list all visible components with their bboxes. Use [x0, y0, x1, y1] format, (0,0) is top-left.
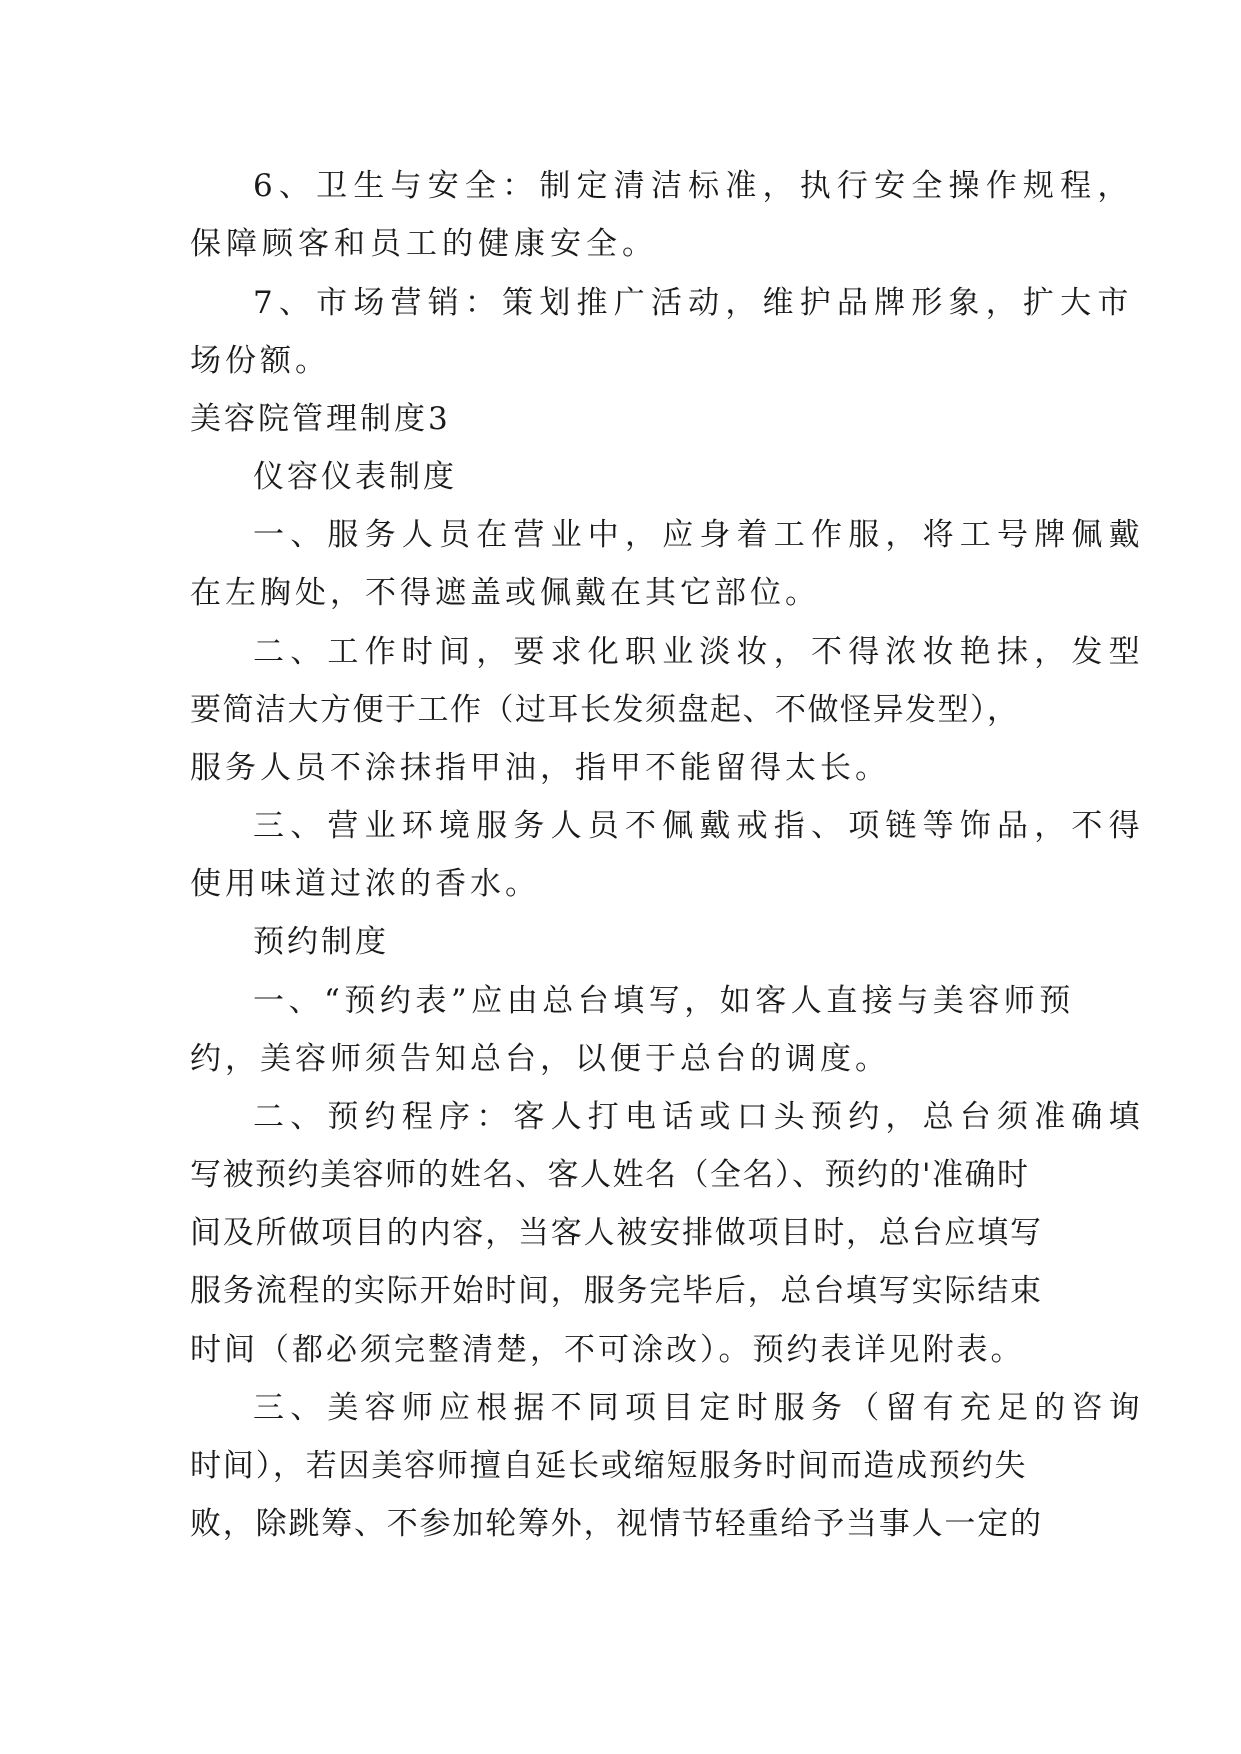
paragraph-line: 败，除跳筹、不参加轮筹外，视情节轻重给予当事人一定的 — [190, 1506, 1043, 1542]
paragraph-line: 保障顾客和员工的健康安全。 — [190, 226, 658, 262]
paragraph-line: 约，美容师须告知总台，以便于总台的调度。 — [190, 1041, 890, 1077]
paragraph-line: 6、卫生与安全：制定清洁标准，执行安全操作规程， — [253, 168, 1135, 204]
paragraph-line: 三、营业环境服务人员不佩戴戒指、项链等饰品，不得 — [253, 808, 1146, 844]
paragraph-line: 写被预约美容师的姓名、客人姓名（全名）、预约的'准确时 — [190, 1157, 1030, 1193]
paragraph-line: 场份额。 — [190, 343, 330, 379]
paragraph-line: 服务人员不涂抹指甲油，指甲不能留得太长。 — [190, 750, 890, 786]
section-title: 美容院管理制度3 — [190, 401, 451, 437]
paragraph-line: 一、“预约表”应由总台填写，如客人直接与美容师预 — [253, 983, 1075, 1019]
paragraph-line: 间及所做项目的内容，当客人被安排做项目时，总台应填写 — [190, 1215, 1043, 1251]
subsection-title: 预约制度 — [253, 924, 389, 960]
paragraph-line: 二、工作时间，要求化职业淡妆，不得浓妆艳抹，发型 — [253, 634, 1146, 670]
paragraph-line: 要简洁大方便于工作（过耳长发须盘起、不做怪异发型）， — [190, 692, 1020, 728]
paragraph-line: 使用味道过浓的香水。 — [190, 866, 540, 902]
paragraph-line: 三、美容师应根据不同项目定时服务（留有充足的咨询 — [253, 1390, 1146, 1426]
paragraph-line: 服务流程的实际开始时间，服务完毕后，总台填写实际结束 — [190, 1273, 1043, 1309]
paragraph-line: 7、市场营销：策划推广活动，维护品牌形象，扩大市 — [253, 285, 1135, 321]
subsection-title: 仪容仪表制度 — [253, 459, 457, 495]
paragraph-line: 时间（都必须完整清楚，不可涂改）。预约表详见附表。 — [190, 1332, 1025, 1368]
paragraph-line: 二、预约程序：客人打电话或口头预约，总台须准确填 — [253, 1099, 1146, 1135]
paragraph-line: 时间），若因美容师擅自延长或缩短服务时间而造成预约失 — [190, 1448, 1028, 1484]
paragraph-line: 在左胸处，不得遮盖或佩戴在其它部位。 — [190, 575, 820, 611]
paragraph-line: 一、服务人员在营业中，应身着工作服，将工号牌佩戴 — [253, 517, 1146, 553]
